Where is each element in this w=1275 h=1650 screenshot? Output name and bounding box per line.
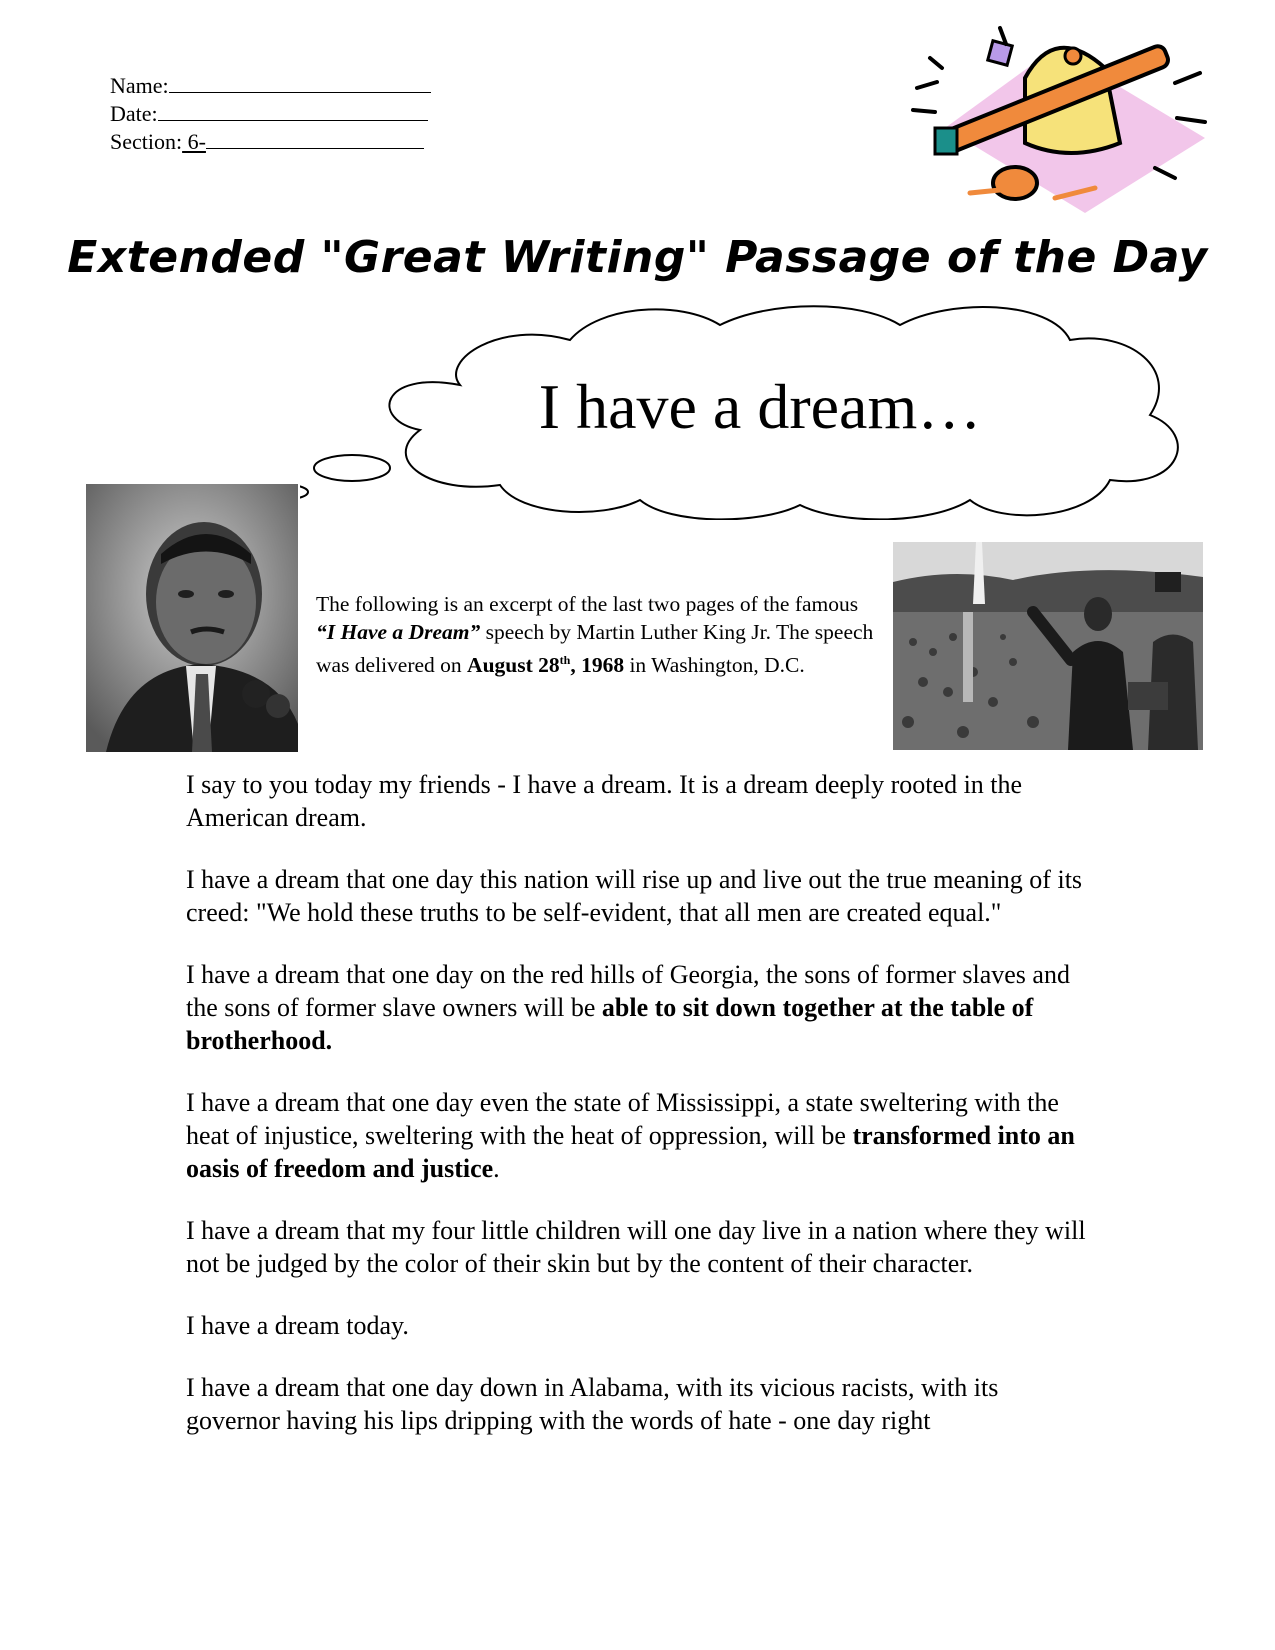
date-label: Date: bbox=[110, 101, 158, 126]
bold-phrase: able to sit down together at the table of brotherhood. bbox=[186, 993, 1034, 1055]
march-on-washington-photo bbox=[893, 542, 1203, 750]
name-label: Name: bbox=[110, 73, 169, 98]
school-bell-pencil-clipart bbox=[905, 18, 1215, 218]
date-blank[interactable] bbox=[158, 102, 428, 121]
speech-date: August 28 bbox=[467, 653, 560, 678]
section-field[interactable] bbox=[110, 128, 431, 156]
section-prefix: 6- bbox=[182, 129, 206, 154]
intro-paragraph: The following is an excerpt of the last two pages of the famous “I Have a Dream” speech by Martin Luther King Jr. The speech was delivered on August 28th, 1968 in Washington, D.C. bbox=[316, 592, 874, 678]
speech-paragraph: I have a dream that one day on the red hills of Georgia, the sons of former slaves and the sons of former slave owners will be able to sit down together at the table of brotherhood. bbox=[186, 960, 1070, 1055]
eraser-shape bbox=[935, 128, 957, 154]
mlk-portrait-photo bbox=[86, 484, 298, 752]
speech-paragraph: I have a dream that one day even the state of Mississippi, a state sweltering with the heat of injustice, sweltering with the heat of oppression, will be transformed into an oasis of freedom and justice. bbox=[186, 1088, 1075, 1183]
bell-clapper bbox=[993, 167, 1037, 199]
bubble-small bbox=[300, 484, 308, 500]
speech-paragraph: I have a dream that one day this nation will rise up and live out the true meaning of its creed: "We hold these truths to be self-evident, that all men are created equal." bbox=[186, 865, 1083, 927]
section-label: Section: bbox=[110, 129, 183, 154]
section-blank[interactable] bbox=[206, 130, 424, 149]
student-info-fields bbox=[110, 72, 431, 156]
speech-paragraph: I have a dream that my four little children will one day live in a nation where they will not be judged by the color of their skin but by the content of their character. bbox=[186, 1216, 1086, 1278]
speech-paragraph: I say to you today my friends - I have a dream. It is a dream deeply rooted in the American dream. bbox=[186, 770, 1023, 832]
speech-year: 1968 bbox=[581, 653, 625, 678]
speech-paragraph: I have a dream today. bbox=[186, 1311, 409, 1340]
speech-title: “I Have a Dream” bbox=[316, 620, 481, 644]
bold-phrase: transformed into an oasis of freedom and justice bbox=[186, 1121, 1075, 1183]
speech-excerpt bbox=[186, 768, 1086, 1466]
speech-paragraph: I have a dream that one day down in Alabama, with its vicious racists, with its governor having his lips dripping with the words of hate - one day right bbox=[186, 1373, 999, 1435]
name-field[interactable] bbox=[110, 72, 431, 100]
purple-block bbox=[988, 41, 1012, 65]
page-title: Extended "Great Writing" Passage of the Day bbox=[67, 232, 1208, 283]
date-field[interactable] bbox=[110, 100, 431, 128]
thought-bubble-text: I have a dream… bbox=[538, 371, 982, 442]
name-blank[interactable] bbox=[169, 74, 431, 93]
bell-knob bbox=[1065, 48, 1081, 64]
bubble-medium bbox=[314, 455, 390, 481]
